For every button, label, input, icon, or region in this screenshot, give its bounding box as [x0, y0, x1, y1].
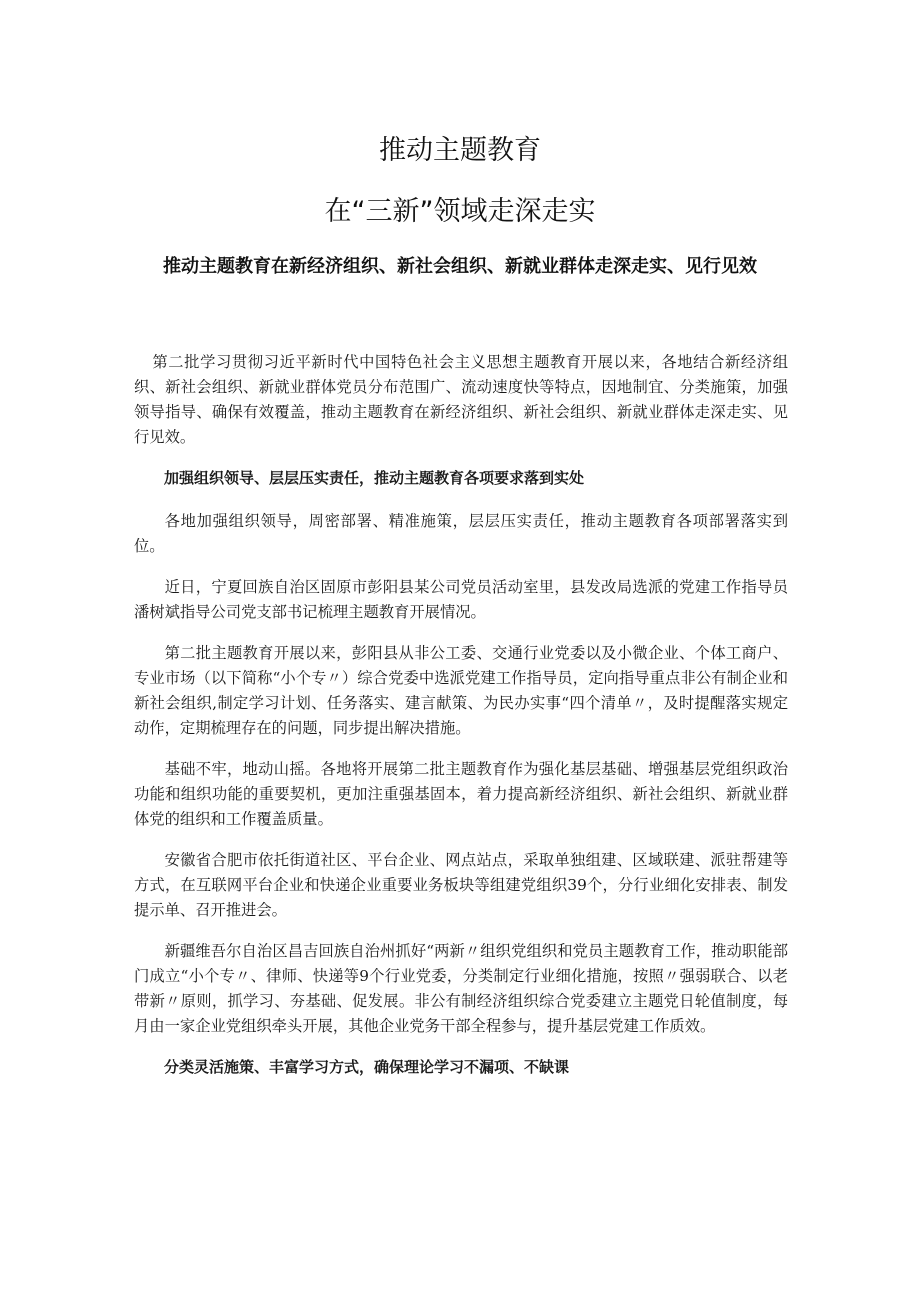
intro-paragraph: 第二批学习贯彻习近平新时代中国特色社会主义思想主题教育开展以来，各地结合新经济组织、新社会组织、新就业群体党员分布范围广、流动速度快等特点，因地制宜、分类施策，加强领导指导、确保有效覆盖，推动主题教育在新经济组织、新社会组织、新就业群体走深走实、见行见效。	[134, 353, 788, 446]
body-paragraph: 近日，宁夏回族自治区固原市彭阳县某公司党员活动室里，县发改局选派的党建工作指导员潘树斌指导公司党支部书记梳理主题教育开展情况。	[134, 578, 788, 621]
document-title-line-1: 推动主题教育	[379, 135, 541, 166]
body-paragraph: 第二批主题教育开展以来，彭阳县从非公工委、交通行业党委以及小微企业、个体工商户、专业市场（以下简称“小个专〃）综合党委中选派党建工作指导员，定向指导重点非公有制企业和新社会组织,制定学习计划、任务落实、建言献策、为民办实事“四个清单〃，及时提醒落实规定动作，定期梳理存在的问题，同步提出解决措施。	[134, 644, 788, 737]
section-heading-1: 加强组织领导、层层压实责任，推动主题教育各项要求落到实处	[164, 469, 585, 487]
body-paragraph: 安徽省合肥市依托街道社区、平台企业、网点站点，采取单独组建、区域联建、派驻帮建等方式，在互联网平台企业和快递企业重要业务板块等组建党组织39个，分行业细化安排表、制发提示单、召开推进会。	[134, 851, 788, 919]
body-paragraph: 新疆维吾尔自治区昌吉回族自治州抓好“两新〃组织党组织和党员主题教育工作，推动职能部门成立“小个专〃、律师、快递等9个行业党委，分类制定行业细化措施，按照〃强弱联合、以老带新〃原则，抓学习、夯基础、促发展。非公有制经济组织综合党委建立主题党日轮值制度，每月由一家企业党组织牵头开展，其他企业党务干部全程参与，提升基层党建工作质效。	[134, 942, 788, 1035]
section-heading-2: 分类灵活施策、丰富学习方式，确保理论学习不漏项、不缺课	[164, 1058, 570, 1076]
document-body	[134, 350, 788, 1098]
body-paragraph: 基础不牢，地动山摇。各地将开展第二批主题教育作为强化基层基础、增强基层党组织政治功能和组织功能的重要契机，更加注重强基固本，着力提高新经济组织、新社会组织、新就业群体党的组织和工作覆盖质量。	[134, 760, 788, 828]
document-subtitle: 推动主题教育在新经济组织、新社会组织、新就业群体走深走实、见行见效	[163, 256, 757, 277]
document-title-line-2: 在“三新”领域走深走实	[324, 196, 596, 227]
body-paragraph: 各地加强组织领导，周密部署、精准施策，层层压实责任，推动主题教育各项部署落实到位。	[134, 512, 788, 555]
